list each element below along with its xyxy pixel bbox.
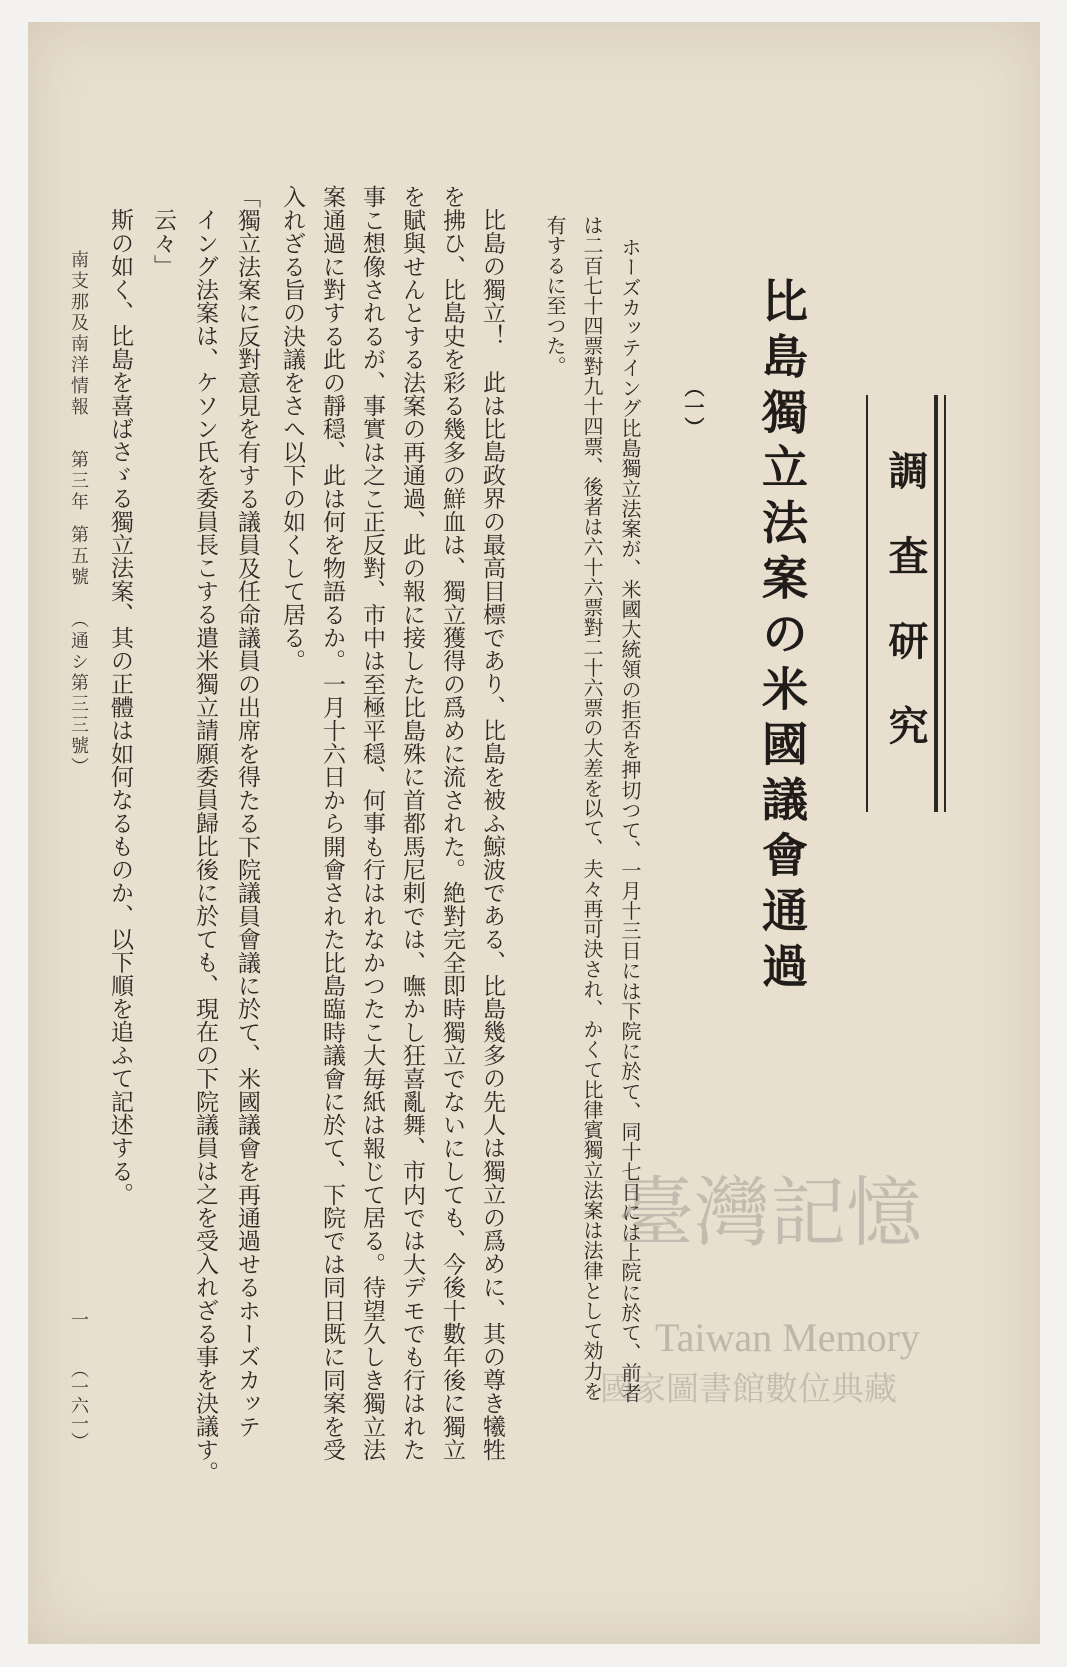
body-line-3: を賦與せんとする法案の再通過、此の報に接した比島殊に首都馬尼剌では、嘸かし狂喜亂舞、市内では大デモでも行はれた <box>399 185 425 1461</box>
footer-publication: 南支那及南洋情報 <box>68 250 89 418</box>
lead-line-3: 有するに至つた。 <box>543 215 567 376</box>
body-line-1: 比島の獨立！ 此は比島政界の最高目標であり、比島を被ふ鯨波である、比島幾多の先人は獨立の爲めに、其の尊き犧牲 <box>479 208 505 1461</box>
closing-line-1: 斯の如く、比島を喜ばさゞる獨立法案、其の正體は如何なるものか、以下順を追ふて記述する。 <box>107 208 133 1206</box>
footer-serial: （通シ第三三號） <box>68 610 89 778</box>
lead-line-1: ホーズカッテイング比島獨立法案が、米國大統領の拒否を押切つて、一月十三日には下院に於て、同十七日には上院に於て、前者 <box>618 237 642 1403</box>
body-line-6: 入れざる旨の決議をさへ以下の如くして居る。 <box>279 185 305 673</box>
footer-page-number: （一六一） <box>68 1360 89 1450</box>
body-line-5: 案通過に對する此の靜穏、此は何を物語るか。一月十六日から開會された比島臨時議會に於て、下院では同日既に同案を受 <box>319 185 345 1461</box>
watermark-english: Taiwan Memory <box>655 1315 920 1360</box>
footer-article-page: 一 <box>68 1310 89 1331</box>
article-title: 比島獨立法案の米國議會通過 <box>755 277 809 998</box>
footer-year: 第三年 <box>68 450 89 513</box>
watermark-institution: 國家圖書館數位典藏 <box>600 1369 897 1408</box>
watermark-calligraphy: 臺灣記憶 <box>618 1168 922 1257</box>
body-line-4: 事こ想像されるが、事實は之こ正反對、市中は至極平穏、何事も行はれなかつたこ大毎紙は報じて居る。待望久しき獨立法 <box>359 185 385 1461</box>
section-rule-right-thick <box>934 395 938 812</box>
quote-line-1: 「獨立法案に反對意見を有する議員及任命議員の出席を得たる下院議員會議に於て、米國議會を再通過せるホーズカッテ <box>234 185 260 1438</box>
footer-issue: 第五號 <box>68 525 89 588</box>
lead-line-2: は二百七十四票對九十四票、後者は六十六票對二十六票の大差を以て、夫々再可決され、かくて比律賓獨立法案は法律として効力を <box>580 215 604 1401</box>
document-page <box>28 22 1040 1644</box>
body-line-2: を拂ひ、比島史を彩る幾多の鮮血は、獨立獲得の爲めに流された。絶對完全即時獨立でないにしても、今後十數年後に獨立 <box>439 185 465 1461</box>
section-rule-right-thin <box>944 395 946 812</box>
quote-line-3: 云々」 <box>150 208 176 278</box>
subsection-number: （一） <box>681 377 705 437</box>
quote-line-2: イング法案は、ケソン氏を委員長こする遣米獨立請願委員歸比後に於ても、現在の下院議員は之を受入れざる事を決議す。 <box>192 208 218 1484</box>
section-label: 調査研究 <box>882 450 929 790</box>
section-rule-left <box>866 395 868 812</box>
